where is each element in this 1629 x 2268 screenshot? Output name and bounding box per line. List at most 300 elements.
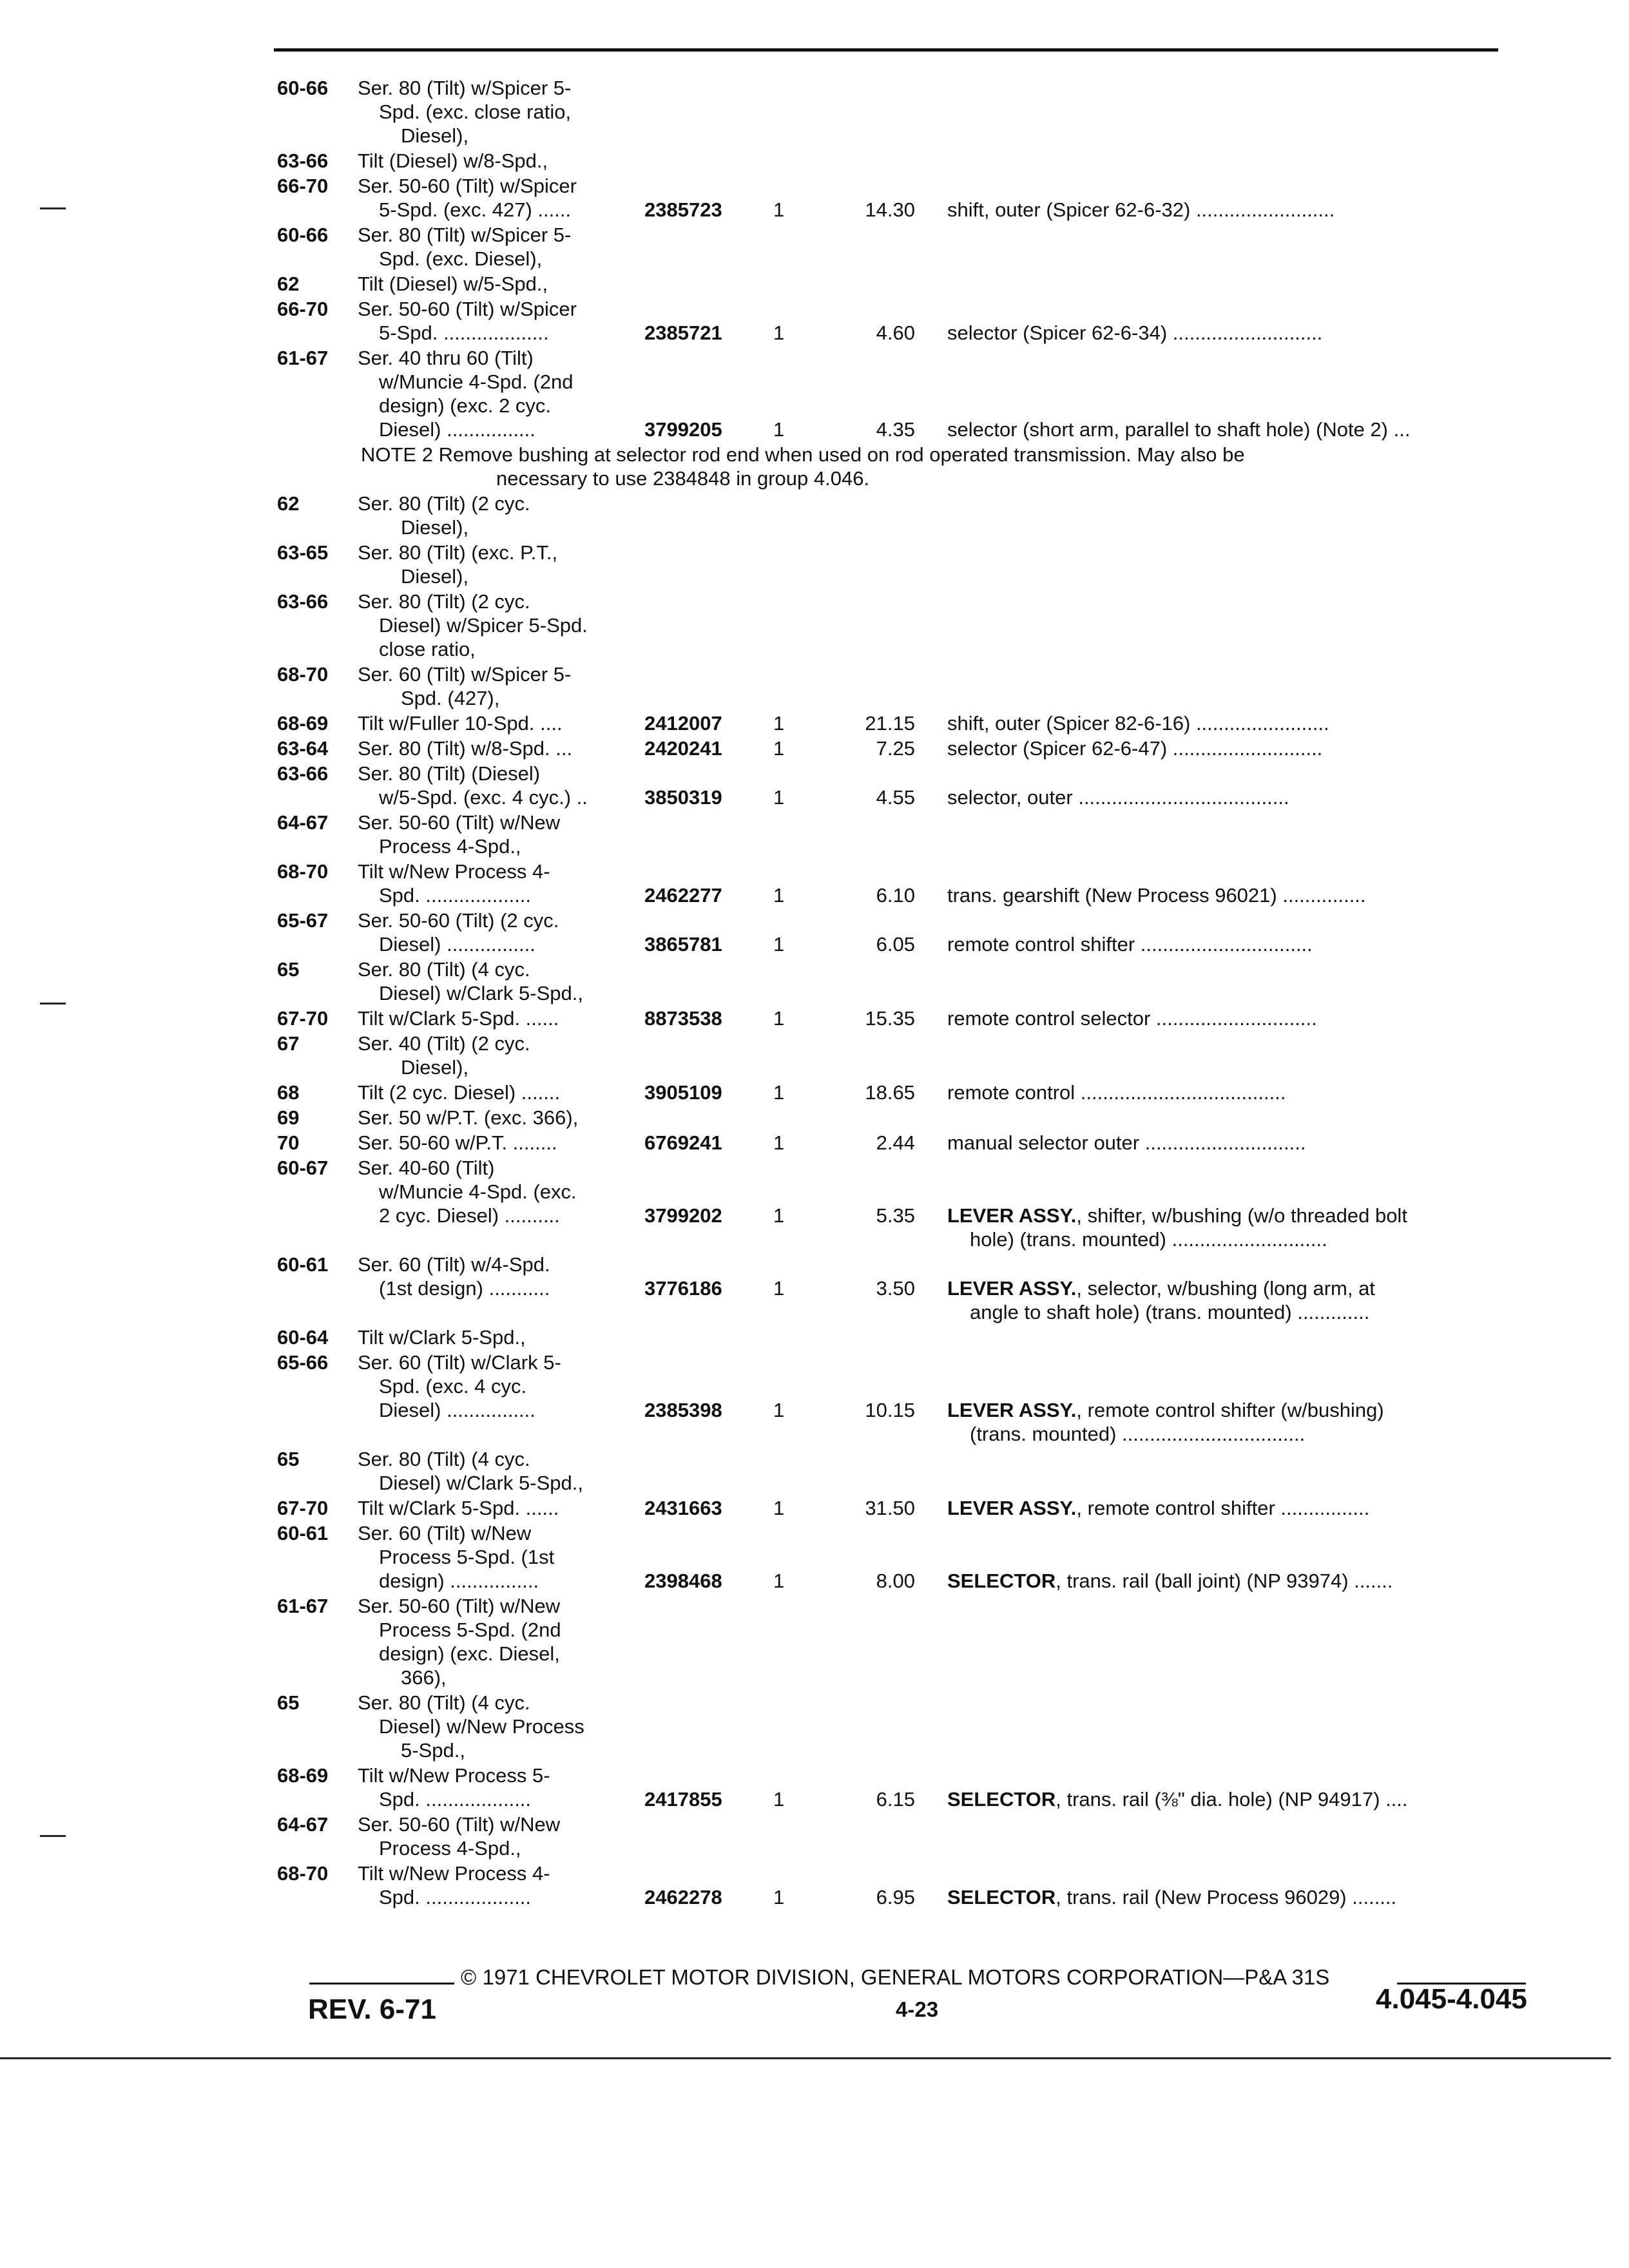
application-text: Ser. 50-60 w/P.T. ........ <box>358 1131 557 1154</box>
price: 15.35 <box>865 1007 915 1030</box>
price: 21.15 <box>865 712 915 735</box>
price: 4.55 <box>876 786 915 809</box>
catalog-entry <box>277 662 1540 710</box>
price: 6.05 <box>876 933 915 956</box>
entry-line <box>277 492 1540 515</box>
part-number: 3799202 <box>644 1204 722 1227</box>
quantity: 1 <box>773 1131 785 1154</box>
entry-line <box>277 1812 1540 1836</box>
part-description: selector (Spicer 62-6-34) ........................... <box>947 322 1323 344</box>
entry-line <box>277 613 1540 637</box>
price: 8.00 <box>876 1570 915 1592</box>
part-number: 3850319 <box>644 786 722 809</box>
entry-line <box>277 223 1540 247</box>
part-number: 2398468 <box>644 1570 722 1592</box>
section-number: 4.045-4.045 <box>1376 1983 1527 2015</box>
application-text: Ser. 80 (Tilt) w/Spicer 5- <box>358 77 572 99</box>
application-text: Diesel) ................ <box>379 1399 535 1421</box>
part-number: 3905109 <box>644 1081 722 1104</box>
part-description: trans. gearshift (New Process 96021) ............... <box>947 884 1366 907</box>
application-text: Ser. 60 (Tilt) w/4-Spd. <box>358 1253 550 1276</box>
application-text: Ser. 40-60 (Tilt) <box>358 1157 495 1179</box>
model-years: 65-67 <box>277 909 329 932</box>
entry-line <box>277 762 1540 785</box>
catalog-entry <box>277 908 1540 956</box>
application-text: Diesel) w/Clark 5-Spd., <box>379 982 583 1004</box>
entry-line <box>277 1180 1540 1204</box>
model-years: 68-70 <box>277 663 329 686</box>
model-years: 63-65 <box>277 541 329 564</box>
catalog-entry <box>277 762 1540 809</box>
application-text: Ser. 40 (Tilt) (2 cyc. <box>358 1032 530 1055</box>
part-description: selector, outer ...................................... <box>947 786 1289 809</box>
entry-line <box>277 1569 1540 1593</box>
catalog-entry <box>277 346 1540 441</box>
quantity: 1 <box>773 1204 785 1227</box>
application-text: w/Muncie 4-Spd. (exc. <box>379 1180 577 1203</box>
part-description: LEVER ASSY., remote control shifter ................ <box>947 1497 1370 1519</box>
part-number: 2385723 <box>644 198 722 221</box>
catalog-entry <box>277 541 1540 588</box>
entry-line <box>277 346 1540 370</box>
model-years: 60-64 <box>277 1326 329 1349</box>
application-text: Ser. 80 (Tilt) w/8-Spd. ... <box>358 737 573 760</box>
entry-line <box>277 908 1540 932</box>
price: 14.30 <box>865 198 915 221</box>
catalog-entry <box>277 1350 1540 1446</box>
entry-line <box>277 1081 1540 1104</box>
catalog-entry <box>277 1325 1540 1349</box>
entry-line <box>277 100 1540 124</box>
model-years: 64-67 <box>277 1813 329 1836</box>
application-text: design) (exc. 2 cyc. <box>379 394 552 417</box>
part-number: 8873538 <box>644 1007 722 1030</box>
application-text: Diesel) w/New Process <box>379 1715 584 1738</box>
application-text: Ser. 50-60 (Tilt) w/New <box>358 811 561 834</box>
entry-line <box>277 1666 1540 1689</box>
application-text: 2 cyc. Diesel) .......... <box>379 1204 560 1227</box>
application-text: Ser. 50-60 (Tilt) w/Spicer <box>358 175 577 197</box>
model-years: 61-67 <box>277 347 329 369</box>
entry-line <box>277 1253 1540 1276</box>
entry-line <box>277 860 1540 883</box>
price: 2.44 <box>876 1131 915 1154</box>
model-years: 67-70 <box>277 1497 329 1519</box>
entry-line <box>277 1521 1540 1545</box>
entry-line <box>277 1447 1540 1471</box>
catalog-entry <box>277 736 1540 760</box>
part-description: LEVER ASSY., remote control shifter (w/bushing) <box>947 1399 1384 1421</box>
application-text: Process 5-Spd. (1st <box>379 1546 555 1568</box>
application-text: Tilt w/New Process 4- <box>358 860 550 883</box>
application-text: Tilt (Diesel) w/5-Spd., <box>358 273 548 295</box>
application-text: Diesel), <box>401 124 469 147</box>
catalog-entry <box>277 1812 1540 1860</box>
entry-line <box>277 149 1540 173</box>
entry-line <box>277 124 1540 148</box>
part-description: LEVER ASSY., shifter, w/bushing (w/o threaded bolt <box>947 1204 1407 1227</box>
entry-line <box>277 541 1540 564</box>
application-text: Spd. ................... <box>379 1886 532 1908</box>
entry-line <box>277 883 1540 907</box>
model-years: 70 <box>277 1131 300 1154</box>
catalog-entry <box>277 1131 1540 1155</box>
entry-line <box>277 394 1540 418</box>
part-number: 6769241 <box>644 1131 722 1154</box>
application-text: Ser. 50 w/P.T. (exc. 366), <box>358 1106 579 1129</box>
entry-line <box>277 1691 1540 1715</box>
application-text: 5-Spd., <box>401 1739 465 1762</box>
application-text: Tilt w/New Process 5- <box>358 1764 550 1787</box>
application-text: Ser. 80 (Tilt) (4 cyc. <box>358 1691 530 1714</box>
quantity: 1 <box>773 786 785 809</box>
model-years: 60-66 <box>277 77 329 99</box>
page-number: 4-23 <box>896 1997 939 2021</box>
application-text: 5-Spd. ................... <box>379 322 549 344</box>
application-text: Spd. (427), <box>401 687 500 709</box>
entry-line <box>277 686 1540 710</box>
entry-line <box>277 1106 1540 1129</box>
parts-list <box>277 76 1540 1910</box>
application-text: (1st design) ........... <box>379 1277 550 1300</box>
part-number: 3799205 <box>644 418 722 441</box>
model-years: 63-66 <box>277 590 329 613</box>
model-years: 69 <box>277 1106 300 1129</box>
entry-line <box>277 834 1540 858</box>
quantity: 1 <box>773 1497 785 1519</box>
application-text: Spd. (exc. close ratio, <box>379 101 572 123</box>
quantity: 1 <box>773 418 785 441</box>
quantity: 1 <box>773 1886 785 1908</box>
application-text: Tilt w/New Process 4- <box>358 1862 550 1885</box>
model-years: 65 <box>277 958 300 981</box>
application-text: Spd. ................... <box>379 1788 532 1811</box>
part-description: remote control ..................................... <box>947 1081 1286 1104</box>
entry-line <box>277 1885 1540 1909</box>
application-text: Ser. 80 (Tilt) (4 cyc. <box>358 958 530 981</box>
model-years: 60-67 <box>277 1157 329 1179</box>
part-number: 2462278 <box>644 1886 722 1908</box>
part-description: shift, outer (Spicer 62-6-32) ......................... <box>947 198 1335 221</box>
part-number: 2431663 <box>644 1497 722 1519</box>
note-line: NOTE 2 Remove bushing at selector rod end when used on rod operated transmission. May also be <box>361 443 1245 466</box>
model-years: 61-67 <box>277 1595 329 1617</box>
entry-line <box>277 247 1540 271</box>
margin-mark <box>40 1835 66 1837</box>
entry-line <box>277 637 1540 661</box>
bottom-rule <box>0 2057 1611 2059</box>
price: 31.50 <box>865 1497 915 1519</box>
application-text: Ser. 50-60 (Tilt) w/New <box>358 1595 561 1617</box>
model-years: 65 <box>277 1448 300 1470</box>
catalog-entry <box>277 1032 1540 1079</box>
entry-line <box>277 1374 1540 1398</box>
application-text: Diesel) ................ <box>379 418 535 441</box>
entry-line <box>277 515 1540 539</box>
model-years: 68-69 <box>277 1764 329 1787</box>
catalog-entry <box>277 1594 1540 1689</box>
part-number: 3776186 <box>644 1277 722 1300</box>
application-text: close ratio, <box>379 638 476 660</box>
model-years: 63-66 <box>277 762 329 785</box>
part-description: selector (short arm, parallel to shaft hole) (Note 2) ... <box>947 418 1411 441</box>
entry-line <box>277 1763 1540 1787</box>
model-years: 67-70 <box>277 1007 329 1030</box>
application-text: Diesel), <box>401 516 469 539</box>
application-text: design) (exc. Diesel, <box>379 1642 560 1665</box>
model-years: 64-67 <box>277 811 329 834</box>
model-years: 66-70 <box>277 298 329 320</box>
application-text: Tilt w/Clark 5-Spd. ...... <box>358 1007 559 1030</box>
quantity: 1 <box>773 737 785 760</box>
part-number: 2462277 <box>644 884 722 907</box>
quantity: 1 <box>773 1788 785 1811</box>
catalog-entry <box>277 711 1540 735</box>
part-number: 2412007 <box>644 712 722 735</box>
entry-line <box>277 1276 1540 1300</box>
catalog-entry <box>277 174 1540 222</box>
application-text: Ser. 80 (Tilt) (4 cyc. <box>358 1448 530 1470</box>
catalog-entry <box>277 1156 1540 1251</box>
entry-line <box>277 297 1540 321</box>
catalog-entry <box>277 1496 1540 1520</box>
price: 10.15 <box>865 1399 915 1421</box>
entry-line <box>277 711 1540 735</box>
entry-line <box>277 1642 1540 1666</box>
entry-line <box>277 662 1540 686</box>
catalog-entry <box>277 1081 1540 1104</box>
application-text: w/Muncie 4-Spd. (2nd <box>379 370 574 393</box>
part-description: SELECTOR, trans. rail (New Process 96029) ........ <box>947 1886 1397 1908</box>
model-years: 60-66 <box>277 224 329 246</box>
application-text: Ser. 60 (Tilt) w/New <box>358 1522 532 1544</box>
entry-line <box>277 564 1540 588</box>
application-text: Ser. 60 (Tilt) w/Spicer 5- <box>358 663 572 686</box>
catalog-entry <box>277 223 1540 271</box>
entry-line <box>277 1300 1540 1324</box>
application-text: Process 4-Spd., <box>379 835 521 858</box>
catalog-entry <box>277 1447 1540 1495</box>
catalog-entry <box>277 1253 1540 1324</box>
entry-line <box>277 590 1540 613</box>
part-description: angle to shaft hole) (trans. mounted) ............. <box>970 1301 1370 1323</box>
application-text: Tilt w/Clark 5-Spd. ...... <box>358 1497 559 1519</box>
part-number: 2420241 <box>644 737 722 760</box>
entry-line <box>277 1032 1540 1055</box>
entry-line <box>277 272 1540 296</box>
application-text: Ser. 50-60 (Tilt) (2 cyc. <box>358 909 559 932</box>
model-years: 67 <box>277 1032 300 1055</box>
model-years: 65-66 <box>277 1351 329 1374</box>
entry-line <box>277 198 1540 222</box>
price: 4.60 <box>876 322 915 344</box>
entry-line <box>277 174 1540 198</box>
application-text: design) ................ <box>379 1570 539 1592</box>
application-text: w/5-Spd. (exc. 4 cyc.) .. <box>379 786 588 809</box>
entry-line <box>277 1325 1540 1349</box>
part-description: LEVER ASSY., selector, w/bushing (long arm, at <box>947 1277 1375 1300</box>
catalog-entry <box>277 811 1540 858</box>
entry-line <box>277 321 1540 345</box>
entry-line <box>277 1471 1540 1495</box>
quantity: 1 <box>773 712 785 735</box>
part-description: SELECTOR, trans. rail (ball joint) (NP 93974) ....... <box>947 1570 1393 1592</box>
quantity: 1 <box>773 1570 785 1592</box>
entry-line <box>277 1227 1540 1251</box>
quantity: 1 <box>773 884 785 907</box>
model-years: 62 <box>277 492 300 515</box>
entry-line <box>277 1204 1540 1227</box>
price: 18.65 <box>865 1081 915 1104</box>
catalog-entry <box>277 272 1540 296</box>
catalog-entry <box>277 297 1540 345</box>
entry-line <box>277 957 1540 981</box>
entry-line <box>277 981 1540 1005</box>
quantity: 1 <box>773 1081 785 1104</box>
application-text: Diesel) w/Clark 5-Spd., <box>379 1472 583 1494</box>
part-description: remote control shifter ............................... <box>947 933 1313 956</box>
part-description: hole) (trans. mounted) ............................ <box>970 1228 1327 1251</box>
application-text: Spd. ................... <box>379 884 532 907</box>
entry-line <box>277 76 1540 100</box>
application-text: Ser. 80 (Tilt) w/Spicer 5- <box>358 224 572 246</box>
catalog-entry <box>277 1861 1540 1909</box>
margin-mark <box>40 1003 66 1004</box>
price: 6.10 <box>876 884 915 907</box>
note-line: necessary to use 2384848 in group 4.046. <box>496 467 870 490</box>
price: 4.35 <box>876 418 915 441</box>
catalog-entry <box>277 1521 1540 1593</box>
catalog-entry <box>277 149 1540 173</box>
entry-line <box>277 1787 1540 1811</box>
top-rule <box>274 48 1498 52</box>
footer-rule-left <box>309 1983 454 1984</box>
price: 7.25 <box>876 737 915 760</box>
model-years: 66-70 <box>277 175 329 197</box>
catalog-entry <box>277 76 1540 148</box>
application-text: Process 5-Spd. (2nd <box>379 1619 561 1641</box>
model-years: 63-66 <box>277 149 329 172</box>
entry-line <box>277 1715 1540 1738</box>
catalog-entry <box>277 1763 1540 1811</box>
part-number: 2417855 <box>644 1788 722 1811</box>
entry-line <box>277 418 1540 441</box>
entry-line <box>277 1594 1540 1618</box>
application-text: Ser. 80 (Tilt) (Diesel) <box>358 762 541 785</box>
application-text: Spd. (exc. Diesel), <box>379 247 543 270</box>
margin-mark <box>40 207 66 209</box>
application-text: 5-Spd. (exc. 427) ...... <box>379 198 572 221</box>
application-text: 366), <box>401 1666 447 1689</box>
part-description: manual selector outer ............................. <box>947 1131 1306 1154</box>
application-text: Ser. 60 (Tilt) w/Clark 5- <box>358 1351 561 1374</box>
model-years: 68-70 <box>277 1862 329 1885</box>
catalog-entry <box>277 590 1540 661</box>
entry-line <box>277 1422 1540 1446</box>
entry-line <box>277 1861 1540 1885</box>
model-years: 65 <box>277 1691 300 1714</box>
price: 3.50 <box>876 1277 915 1300</box>
note-block <box>277 443 1540 490</box>
entry-line <box>277 1836 1540 1860</box>
application-text: Tilt w/Clark 5-Spd., <box>358 1326 526 1349</box>
entry-line <box>277 1131 1540 1155</box>
catalog-entry <box>277 1106 1540 1129</box>
quantity: 1 <box>773 322 785 344</box>
entry-line <box>277 785 1540 809</box>
entry-line <box>277 1545 1540 1569</box>
revision-label: REV. 6-71 <box>308 1994 436 2025</box>
entry-line <box>277 1496 1540 1520</box>
entry-line <box>277 932 1540 956</box>
application-text: Ser. 50-60 (Tilt) w/New <box>358 1813 561 1836</box>
model-years: 60-61 <box>277 1253 329 1276</box>
application-text: Ser. 80 (Tilt) (exc. P.T., <box>358 541 558 564</box>
entry-line <box>277 1350 1540 1374</box>
part-description: selector (Spicer 62-6-47) ........................... <box>947 737 1323 760</box>
model-years: 68-70 <box>277 860 329 883</box>
part-description: shift, outer (Spicer 82-6-16) ........................ <box>947 712 1329 735</box>
application-text: Diesel) ................ <box>379 933 535 956</box>
entry-line <box>277 1618 1540 1642</box>
part-number: 3865781 <box>644 933 722 956</box>
application-text: Spd. (exc. 4 cyc. <box>379 1375 527 1398</box>
quantity: 1 <box>773 1007 785 1030</box>
entry-line <box>277 370 1540 394</box>
quantity: 1 <box>773 933 785 956</box>
application-text: Ser. 80 (Tilt) (2 cyc. <box>358 492 530 515</box>
model-years: 60-61 <box>277 1522 329 1544</box>
model-years: 63-64 <box>277 737 329 760</box>
application-text: Ser. 50-60 (Tilt) w/Spicer <box>358 298 577 320</box>
quantity: 1 <box>773 1277 785 1300</box>
model-years: 68 <box>277 1081 300 1104</box>
entry-line <box>277 1738 1540 1762</box>
model-years: 62 <box>277 273 300 295</box>
entry-line <box>277 1156 1540 1180</box>
entry-line <box>277 1398 1540 1422</box>
application-text: Process 4-Spd., <box>379 1837 521 1860</box>
catalog-entry <box>277 860 1540 907</box>
quantity: 1 <box>773 198 785 221</box>
part-number: 2385721 <box>644 322 722 344</box>
part-description: remote control selector ............................. <box>947 1007 1317 1030</box>
price: 6.15 <box>876 1788 915 1811</box>
catalog-entry <box>277 1006 1540 1030</box>
application-text: Tilt w/Fuller 10-Spd. .... <box>358 712 563 735</box>
copyright-notice: © 1971 CHEVROLET MOTOR DIVISION, GENERAL MOTORS CORPORATION—P&A 31S <box>461 1965 1330 1989</box>
entry-line <box>277 1006 1540 1030</box>
entry-line <box>277 736 1540 760</box>
part-description: (trans. mounted) ................................. <box>970 1423 1306 1445</box>
catalog-entry <box>277 957 1540 1005</box>
catalog-entry <box>277 492 1540 539</box>
application-text: Ser. 80 (Tilt) (2 cyc. <box>358 590 530 613</box>
quantity: 1 <box>773 1399 785 1421</box>
model-years: 68-69 <box>277 712 329 735</box>
price: 5.35 <box>876 1204 915 1227</box>
application-text: Diesel) w/Spicer 5-Spd. <box>379 614 588 637</box>
entry-line <box>277 811 1540 834</box>
entry-line <box>277 1055 1540 1079</box>
application-text: Tilt (2 cyc. Diesel) ....... <box>358 1081 561 1104</box>
part-number: 2385398 <box>644 1399 722 1421</box>
application-text: Tilt (Diesel) w/8-Spd., <box>358 149 548 172</box>
catalog-entry <box>277 1691 1540 1762</box>
application-text: Diesel), <box>401 1056 469 1079</box>
part-description: SELECTOR, trans. rail (⅜" dia. hole) (NP 94917) .... <box>947 1788 1408 1811</box>
application-text: Diesel), <box>401 565 469 588</box>
